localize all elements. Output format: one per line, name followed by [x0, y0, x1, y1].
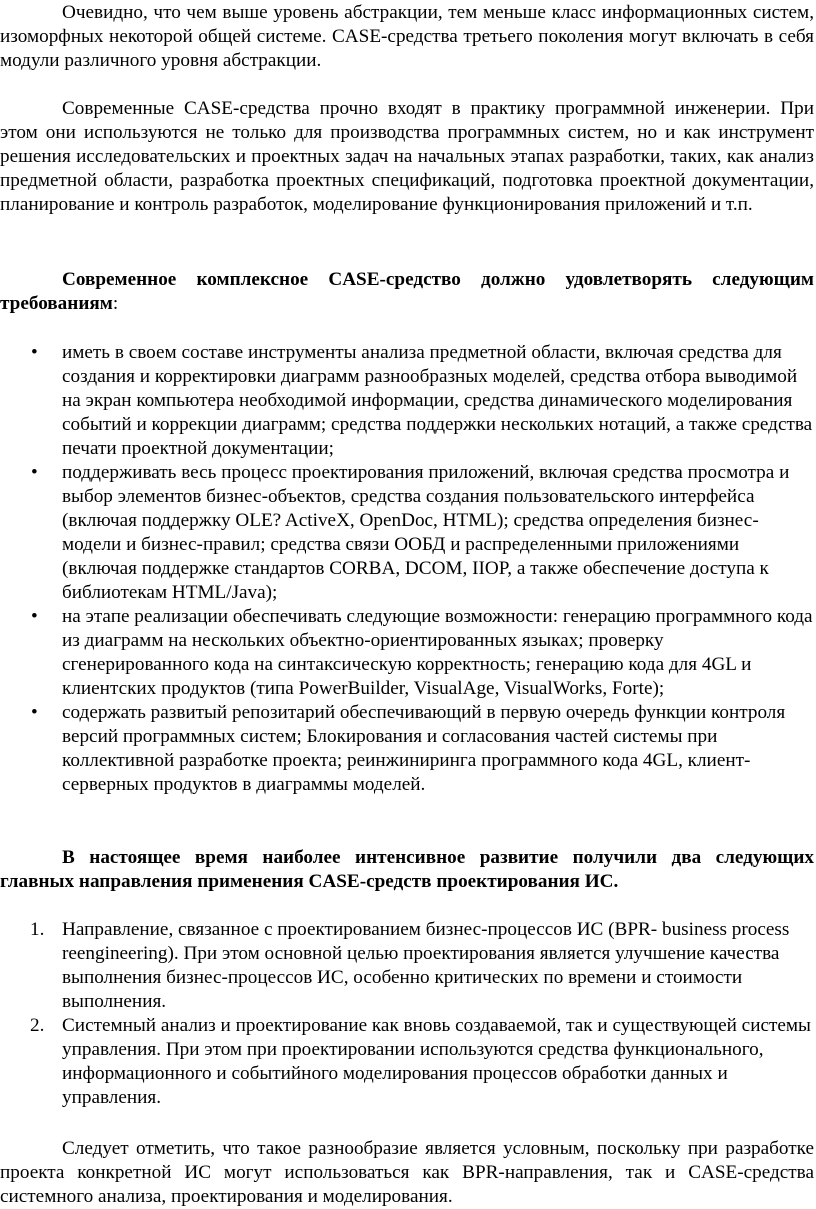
- list-item: [0, 605, 814, 701]
- paragraph-modern-case: Современные CASE-средства прочно входят в практику программной инженерии. При этом они используются не только для производства программных систем, но и как инструмент решения исследовательских и проектных задач на начальных этапах разработки, таких, как анализ предметной области, разработка проектных спецификаций, подготовка проектной документации, планирование и контроль разработок, моделирование функционирования приложений и т.п.: [0, 98, 814, 215]
- list-item: [0, 918, 814, 1014]
- bullet-icon: •: [31, 702, 38, 723]
- directions-heading: В настоящее время наиболее интенсивное развитие получили два следующих главных направления применения CASE-средств проектирования ИС.: [0, 847, 814, 892]
- requirements-heading: [0, 268, 814, 316]
- list-item-text: содержать развитый репозитарий обеспечивающий в первую очередь функции контроля версий программных систем; Блокирования и согласования частей системы при коллективной разработке проекта; реинжиниринга программного кода 4GL, клиент-серверных продуктов в диаграммы моделей.: [62, 702, 786, 795]
- list-item-text: на этапе реализации обеспечивать следующие возможности: генерацию программного кода из диаграмм на нескольких объектно-ориентированных языках; проверку сгенерированного кода на синтаксическую корректность; генерацию кода для 4GL и клиентских продуктов (типа PowerBuilder, VisualAge, VisualWorks, Forte);: [62, 606, 813, 699]
- requirements-heading-text: Современное комплексное CASE-средство должно удовлетворять следующим требованиям: [0, 269, 814, 314]
- list-item: [0, 341, 814, 461]
- list-item-text: Направление, связанное с проектированием бизнес-процессов ИС (BPR- business process reengineering). При этом основной целью проектирования является улучшение качества выполнения бизнес-процессов ИС, особенно критических по времени и стоимости выполнения.: [62, 919, 790, 1012]
- bullet-icon: •: [31, 606, 38, 627]
- list-item: [0, 701, 814, 797]
- list-item: [0, 461, 814, 605]
- paragraph-abstraction: Очевидно, что чем выше уровень абстракции, тем меньше класс информационных систем, изоморфных некоторой общей системе. CASE-средства третьего поколения могут включать в себя модули различного уровня абстракции.: [0, 2, 814, 71]
- bullet-icon: •: [31, 462, 38, 483]
- list-item-number: 2.: [30, 1015, 45, 1036]
- directions-list: [0, 918, 814, 1110]
- requirements-heading-colon: :: [112, 293, 119, 314]
- paragraph-conclusion: Следует отметить, что такое разнообразие является условным, поскольку при разработке проекта конкретной ИС могут использоваться как BPR-направления, так и CASE-средства системного анализа, проектирования и моделирования.: [0, 1138, 814, 1207]
- bullet-icon: •: [31, 342, 38, 363]
- list-item-text: Системный анализ и проектирование как вновь создаваемой, так и существующей системы управления. При этом при проектировании используются средства функционального, информационного и событийного моделирования процессов обработки данных и управления.: [62, 1015, 811, 1108]
- list-item-text: поддерживать весь процесс проектирования приложений, включая средства просмотра и выбор элементов бизнес-объектов, средства создания пользовательского интерфейса (включая поддержку OLE? ActiveX, OpenDoc, HTML); средства определения бизнес-модели и бизнес-правил; средства связи ООБД и распределенными приложениями (включая поддержке стандартов CORBA, DCOM, IIOP, а также обеспечение доступа к библиотекам HTML/Java);: [62, 462, 790, 603]
- list-item: [0, 1014, 814, 1110]
- requirements-list: [0, 341, 814, 797]
- list-item-text: иметь в своем составе инструменты анализа предметной области, включая средства для создания и корректировки диаграмм разнообразных моделей, средства отбора выводимой на экран компьютера необходимой информации, средства динамического моделирования событий и коррекции диаграмм; средства поддержки нескольких нотаций, а также средства печати проектной документации;: [62, 342, 813, 459]
- list-item-number: 1.: [30, 919, 45, 940]
